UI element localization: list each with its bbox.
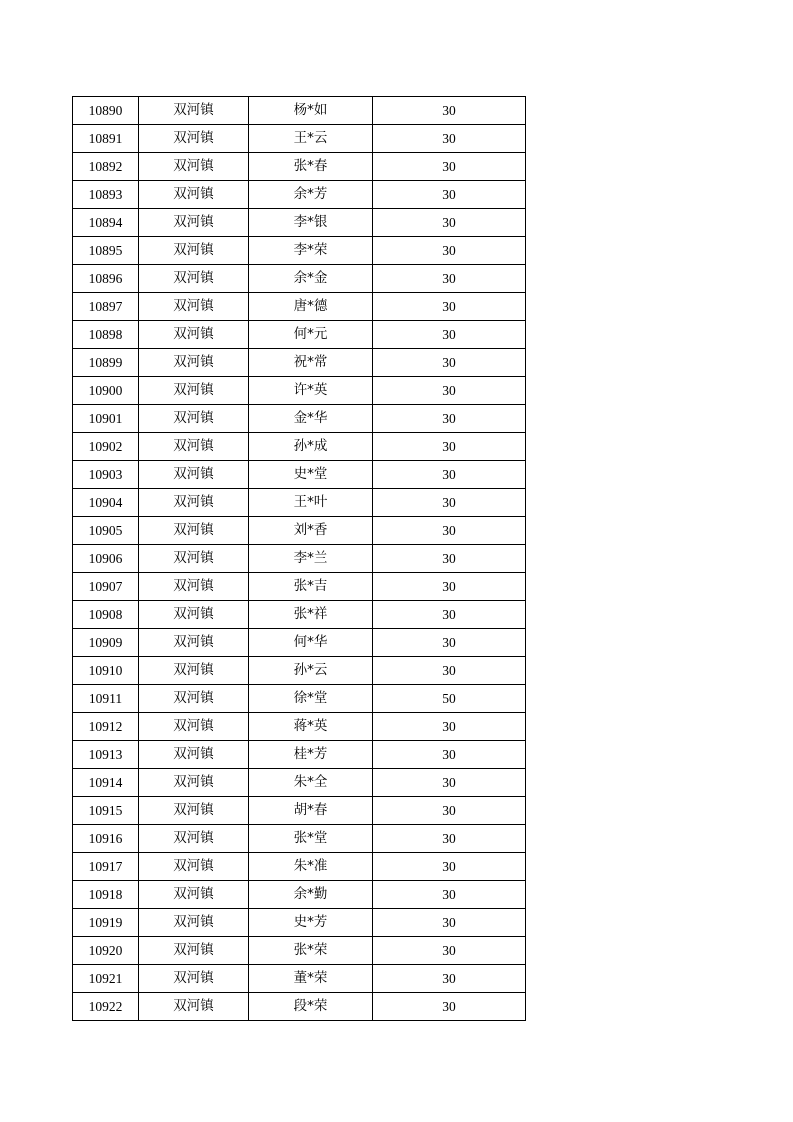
table-row xyxy=(73,629,526,657)
amount-cell: 30 xyxy=(373,489,526,517)
name-cell: 孙*成 xyxy=(249,433,373,461)
row-id-cell: 10896 xyxy=(73,265,139,293)
name-cell: 孙*云 xyxy=(249,657,373,685)
row-id-cell: 10912 xyxy=(73,713,139,741)
town-cell: 双河镇 xyxy=(139,601,249,629)
table-row xyxy=(73,433,526,461)
row-id-cell: 10900 xyxy=(73,377,139,405)
table-row xyxy=(73,909,526,937)
town-cell: 双河镇 xyxy=(139,433,249,461)
town-cell: 双河镇 xyxy=(139,881,249,909)
row-id-cell: 10908 xyxy=(73,601,139,629)
town-cell: 双河镇 xyxy=(139,965,249,993)
row-id-cell: 10897 xyxy=(73,293,139,321)
table-row xyxy=(73,797,526,825)
town-cell: 双河镇 xyxy=(139,97,249,125)
row-id-cell: 10894 xyxy=(73,209,139,237)
town-cell: 双河镇 xyxy=(139,321,249,349)
row-id-cell: 10892 xyxy=(73,153,139,181)
amount-cell: 30 xyxy=(373,881,526,909)
row-id-cell: 10920 xyxy=(73,937,139,965)
name-cell: 王*叶 xyxy=(249,489,373,517)
amount-cell: 30 xyxy=(373,853,526,881)
row-id-cell: 10909 xyxy=(73,629,139,657)
amount-cell: 30 xyxy=(373,965,526,993)
name-cell: 刘*香 xyxy=(249,517,373,545)
amount-cell: 30 xyxy=(373,97,526,125)
name-cell: 余*勤 xyxy=(249,881,373,909)
row-id-cell: 10903 xyxy=(73,461,139,489)
town-cell: 双河镇 xyxy=(139,237,249,265)
row-id-cell: 10895 xyxy=(73,237,139,265)
name-cell: 朱*准 xyxy=(249,853,373,881)
row-id-cell: 10890 xyxy=(73,97,139,125)
name-cell: 张*荣 xyxy=(249,937,373,965)
table-row xyxy=(73,853,526,881)
name-cell: 李*荣 xyxy=(249,237,373,265)
table-row xyxy=(73,965,526,993)
table-row xyxy=(73,405,526,433)
row-id-cell: 10893 xyxy=(73,181,139,209)
row-id-cell: 10921 xyxy=(73,965,139,993)
town-cell: 双河镇 xyxy=(139,769,249,797)
amount-cell: 30 xyxy=(373,321,526,349)
name-cell: 何*华 xyxy=(249,629,373,657)
amount-cell: 30 xyxy=(373,237,526,265)
table-row xyxy=(73,489,526,517)
table-row xyxy=(73,461,526,489)
table-row xyxy=(73,265,526,293)
table-row xyxy=(73,153,526,181)
table-row xyxy=(73,97,526,125)
name-cell: 李*兰 xyxy=(249,545,373,573)
name-cell: 唐*德 xyxy=(249,293,373,321)
row-id-cell: 10911 xyxy=(73,685,139,713)
name-cell: 朱*全 xyxy=(249,769,373,797)
town-cell: 双河镇 xyxy=(139,825,249,853)
town-cell: 双河镇 xyxy=(139,349,249,377)
town-cell: 双河镇 xyxy=(139,853,249,881)
amount-cell: 30 xyxy=(373,909,526,937)
amount-cell: 30 xyxy=(373,181,526,209)
row-id-cell: 10901 xyxy=(73,405,139,433)
town-cell: 双河镇 xyxy=(139,629,249,657)
town-cell: 双河镇 xyxy=(139,461,249,489)
table-row xyxy=(73,825,526,853)
table-row xyxy=(73,657,526,685)
name-cell: 段*荣 xyxy=(249,993,373,1021)
amount-cell: 30 xyxy=(373,545,526,573)
name-cell: 余*芳 xyxy=(249,181,373,209)
amount-cell: 30 xyxy=(373,797,526,825)
amount-cell: 30 xyxy=(373,825,526,853)
name-cell: 董*荣 xyxy=(249,965,373,993)
amount-cell: 30 xyxy=(373,125,526,153)
town-cell: 双河镇 xyxy=(139,153,249,181)
amount-cell: 30 xyxy=(373,657,526,685)
row-id-cell: 10906 xyxy=(73,545,139,573)
name-cell: 史*堂 xyxy=(249,461,373,489)
row-id-cell: 10915 xyxy=(73,797,139,825)
town-cell: 双河镇 xyxy=(139,741,249,769)
name-cell: 蒋*英 xyxy=(249,713,373,741)
name-cell: 桂*芳 xyxy=(249,741,373,769)
amount-cell: 30 xyxy=(373,461,526,489)
name-cell: 祝*常 xyxy=(249,349,373,377)
name-cell: 杨*如 xyxy=(249,97,373,125)
town-cell: 双河镇 xyxy=(139,713,249,741)
amount-cell: 30 xyxy=(373,937,526,965)
town-cell: 双河镇 xyxy=(139,181,249,209)
name-cell: 张*堂 xyxy=(249,825,373,853)
table-row xyxy=(73,545,526,573)
town-cell: 双河镇 xyxy=(139,909,249,937)
amount-cell: 30 xyxy=(373,377,526,405)
amount-cell: 30 xyxy=(373,741,526,769)
table-row xyxy=(73,573,526,601)
amount-cell: 50 xyxy=(373,685,526,713)
name-cell: 何*元 xyxy=(249,321,373,349)
town-cell: 双河镇 xyxy=(139,265,249,293)
amount-cell: 30 xyxy=(373,573,526,601)
table-row xyxy=(73,125,526,153)
table-row xyxy=(73,937,526,965)
town-cell: 双河镇 xyxy=(139,797,249,825)
name-cell: 王*云 xyxy=(249,125,373,153)
town-cell: 双河镇 xyxy=(139,293,249,321)
amount-cell: 30 xyxy=(373,517,526,545)
amount-cell: 30 xyxy=(373,713,526,741)
name-cell: 许*英 xyxy=(249,377,373,405)
name-cell: 余*金 xyxy=(249,265,373,293)
name-cell: 金*华 xyxy=(249,405,373,433)
amount-cell: 30 xyxy=(373,769,526,797)
name-cell: 李*银 xyxy=(249,209,373,237)
table-row xyxy=(73,881,526,909)
data-table xyxy=(72,96,526,1021)
table-row xyxy=(73,293,526,321)
table-row xyxy=(73,601,526,629)
row-id-cell: 10910 xyxy=(73,657,139,685)
row-id-cell: 10899 xyxy=(73,349,139,377)
town-cell: 双河镇 xyxy=(139,405,249,433)
table-row xyxy=(73,237,526,265)
table-row xyxy=(73,349,526,377)
table-row xyxy=(73,713,526,741)
name-cell: 胡*春 xyxy=(249,797,373,825)
name-cell: 徐*堂 xyxy=(249,685,373,713)
town-cell: 双河镇 xyxy=(139,993,249,1021)
table-row xyxy=(73,377,526,405)
amount-cell: 30 xyxy=(373,433,526,461)
row-id-cell: 10918 xyxy=(73,881,139,909)
name-cell: 张*吉 xyxy=(249,573,373,601)
row-id-cell: 10914 xyxy=(73,769,139,797)
amount-cell: 30 xyxy=(373,265,526,293)
amount-cell: 30 xyxy=(373,209,526,237)
town-cell: 双河镇 xyxy=(139,545,249,573)
name-cell: 张*春 xyxy=(249,153,373,181)
table-body xyxy=(73,97,526,1021)
table-row xyxy=(73,517,526,545)
table-row xyxy=(73,993,526,1021)
amount-cell: 30 xyxy=(373,629,526,657)
name-cell: 史*芳 xyxy=(249,909,373,937)
town-cell: 双河镇 xyxy=(139,209,249,237)
row-id-cell: 10898 xyxy=(73,321,139,349)
row-id-cell: 10904 xyxy=(73,489,139,517)
town-cell: 双河镇 xyxy=(139,125,249,153)
town-cell: 双河镇 xyxy=(139,937,249,965)
amount-cell: 30 xyxy=(373,293,526,321)
row-id-cell: 10922 xyxy=(73,993,139,1021)
town-cell: 双河镇 xyxy=(139,573,249,601)
amount-cell: 30 xyxy=(373,153,526,181)
row-id-cell: 10916 xyxy=(73,825,139,853)
row-id-cell: 10919 xyxy=(73,909,139,937)
row-id-cell: 10907 xyxy=(73,573,139,601)
amount-cell: 30 xyxy=(373,405,526,433)
town-cell: 双河镇 xyxy=(139,489,249,517)
table-row xyxy=(73,741,526,769)
town-cell: 双河镇 xyxy=(139,517,249,545)
amount-cell: 30 xyxy=(373,349,526,377)
row-id-cell: 10917 xyxy=(73,853,139,881)
row-id-cell: 10891 xyxy=(73,125,139,153)
table-row xyxy=(73,209,526,237)
row-id-cell: 10902 xyxy=(73,433,139,461)
table-row xyxy=(73,685,526,713)
town-cell: 双河镇 xyxy=(139,377,249,405)
table-row xyxy=(73,321,526,349)
name-cell: 张*祥 xyxy=(249,601,373,629)
row-id-cell: 10905 xyxy=(73,517,139,545)
amount-cell: 30 xyxy=(373,993,526,1021)
town-cell: 双河镇 xyxy=(139,657,249,685)
row-id-cell: 10913 xyxy=(73,741,139,769)
amount-cell: 30 xyxy=(373,601,526,629)
table-row xyxy=(73,769,526,797)
table-row xyxy=(73,181,526,209)
town-cell: 双河镇 xyxy=(139,685,249,713)
